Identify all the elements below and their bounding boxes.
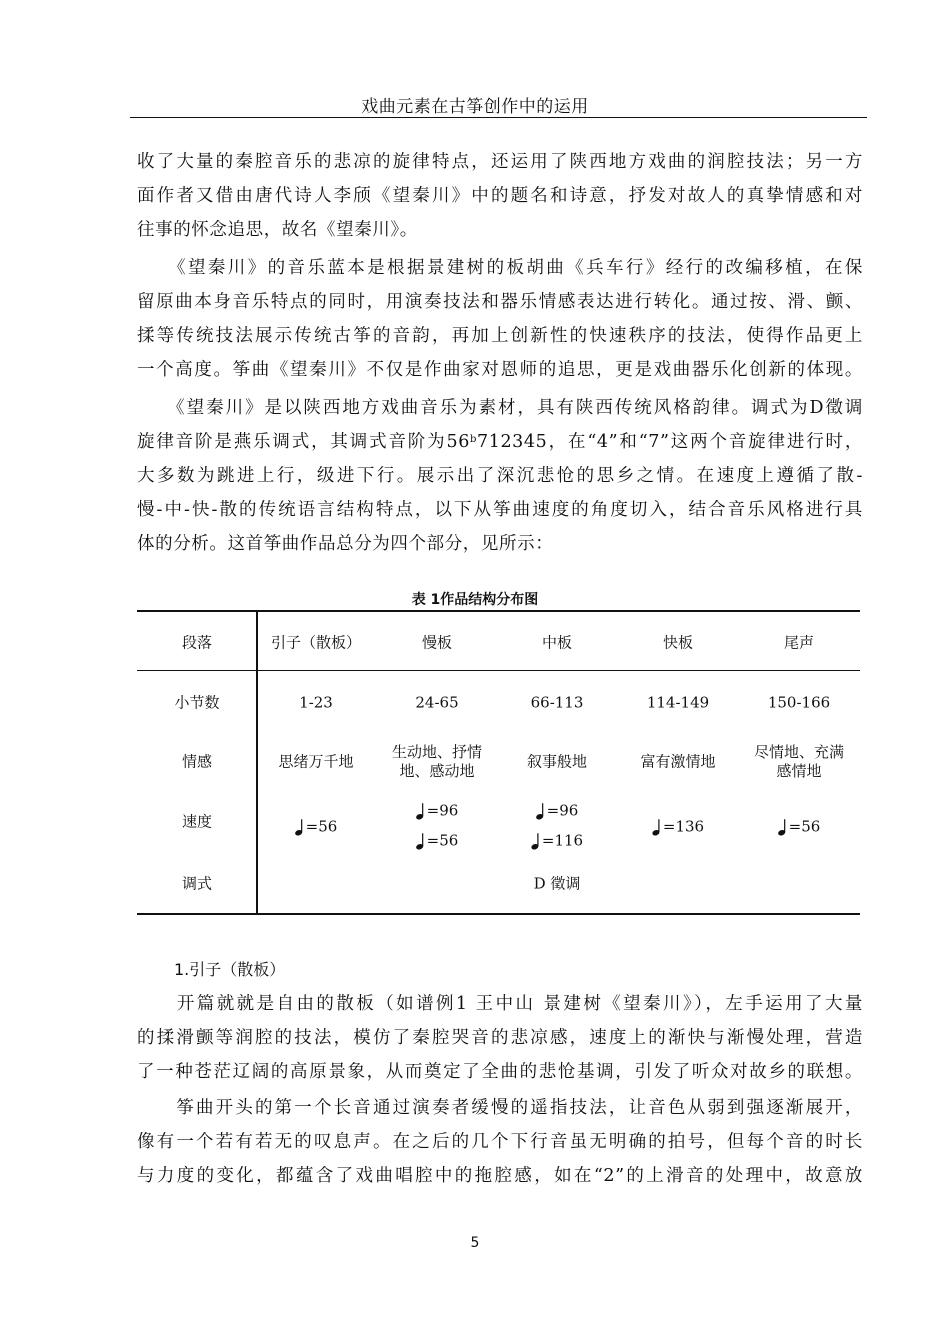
table-header-cell: 段落	[181, 633, 213, 652]
table-cell: 150-166	[767, 693, 831, 712]
table-header-rule	[137, 670, 860, 671]
row-label: 小节数	[174, 693, 220, 712]
text-line: 留原曲本身音乐特点的同时，用演奏技法和器乐情感表达进行转化。通过按、滑、颤、	[137, 292, 863, 312]
text-line	[137, 425, 863, 459]
text-line: 了一种苍茫辽阔的高原景象，从而奠定了全曲的悲怆基调，引发了听众对故乡的联想。	[137, 1062, 863, 1082]
table-cell: 生动地、抒情地、感动地	[391, 743, 482, 780]
table-cell: 1-23	[299, 693, 333, 712]
text-line: 的揉滑颤等润腔的技法，模仿了秦腔哭音的悲凉感，速度上的渐快与渐慢处理，营造	[137, 1028, 863, 1048]
table-cell: 114-149	[646, 693, 710, 712]
table-header-cell: 引子（散板）	[270, 633, 362, 652]
tempo-value: =96	[426, 801, 459, 820]
paragraph-4	[137, 987, 863, 1089]
quarter-note-icon	[778, 818, 787, 836]
page-number: 5	[470, 1235, 480, 1251]
tempo-cell	[531, 831, 583, 855]
text-line: 与力度的变化，都蕴含了戏曲唱腔中的拖腔感，如在“2”的上滑音的处理中，故意放	[137, 1166, 863, 1186]
tempo-value: =56	[426, 831, 459, 850]
flat-superscript: b	[469, 434, 477, 445]
section-title: 1.引子（散板）	[174, 960, 286, 979]
table-cell: 思绪万千地	[278, 752, 354, 771]
table-column-rule	[256, 612, 258, 914]
row-label: 调式	[181, 874, 213, 893]
row-label: 情感	[181, 752, 213, 771]
tempo-value: =136	[662, 817, 705, 836]
text-line: 体的分析。这首筝曲作品总分为四个部分，见所示：	[137, 534, 554, 554]
running-header: 戏曲元素在古筝创作中的运用	[361, 97, 589, 117]
quarter-note-icon	[416, 802, 425, 820]
tempo-value: =56	[788, 817, 821, 836]
paragraph-5	[137, 1091, 863, 1193]
table-cell: 尽情地、充满感情地	[753, 743, 844, 780]
text-line: 大多数为跳进上行，级进下行。展示出了深沉悲怆的思乡之情。在速度上遵循了散-	[137, 466, 863, 486]
tempo-value: =96	[546, 801, 579, 820]
table-cell-spanning: D 徵调	[533, 874, 581, 893]
tempo-cell	[778, 817, 821, 841]
tempo-mark	[536, 801, 579, 820]
paragraph-1	[137, 145, 863, 247]
text-line: 面作者又借由唐代诗人李颀《望秦川》中的题名和诗意，抒发对故人的真挚情感和对	[137, 186, 863, 206]
text-segment: 旋律音阶是燕乐调式，其调式音阶为56	[137, 432, 470, 452]
tempo-mark	[416, 831, 459, 850]
table-header-cell: 尾声	[783, 633, 815, 652]
table-caption: 表 1作品结构分布图	[411, 592, 539, 608]
header-rule	[130, 117, 867, 118]
tempo-cell	[416, 831, 459, 855]
paragraph-2	[137, 251, 863, 387]
text-line: 慢-中-快-散的传统语言结构特点，以下从筝曲速度的角度切入，结合音乐风格进行具	[137, 500, 863, 520]
table-top-rule	[137, 610, 860, 612]
text-line: 《望秦川》是以陕西地方戏曲音乐为素材，具有陕西传统风格韵律。调式为D徵调	[137, 398, 863, 418]
text-line: 像有一个若有若无的叹息声。在之后的几个下行音虽无明确的拍号，但每个音的时长	[137, 1132, 863, 1152]
tempo-cell	[295, 817, 338, 841]
table-cell: 叙事般地	[526, 752, 588, 771]
paragraph-3	[137, 391, 863, 561]
quarter-note-icon	[416, 832, 425, 850]
quarter-note-icon	[536, 802, 545, 820]
tempo-mark	[531, 831, 583, 850]
tempo-mark	[295, 817, 338, 836]
table-cell: 24-65	[415, 693, 459, 712]
table-header-cell: 快板	[662, 633, 694, 652]
text-line: 开篇就就是自由的散板（如谱例1 王中山 景建树《望秦川》），左手运用了大量	[137, 994, 863, 1014]
quarter-note-icon	[652, 818, 661, 836]
text-line: 揉等传统技法展示传统古筝的音韵，再加上创新性的快速秩序的技法，使得作品更上	[137, 326, 863, 346]
tempo-cell	[536, 801, 579, 825]
table-header-cell: 慢板	[421, 633, 453, 652]
tempo-value: =116	[541, 831, 584, 850]
text-line: 收了大量的秦腔音乐的悲凉的旋律特点，还运用了陕西地方戏曲的润腔技法；另一方	[137, 152, 863, 172]
text-line: 《望秦川》的音乐蓝本是根据景建树的板胡曲《兵车行》经行的改编移植，在保	[137, 258, 863, 278]
text-segment: 712345，在“4”和“7”这两个音旋律进行时，	[476, 432, 863, 452]
tempo-mark	[416, 801, 459, 820]
text-line: 筝曲开头的第一个长音通过演奏者缓慢的遥指技法，让音色从弱到强逐渐展开，	[137, 1098, 863, 1118]
tempo-value: =56	[305, 817, 338, 836]
table-cell: 富有激情地	[640, 752, 716, 771]
tempo-cell	[416, 801, 459, 825]
quarter-note-icon	[531, 832, 540, 850]
text-line: 往事的怀念追思，故名《望秦川》。	[137, 220, 418, 240]
tempo-cell	[652, 817, 704, 841]
row-label: 速度	[181, 812, 213, 831]
table-cell: 66-113	[530, 693, 584, 712]
table-bottom-rule	[137, 913, 860, 915]
tempo-mark	[778, 817, 821, 836]
table-header-cell: 中板	[541, 633, 573, 652]
text-line: 一个高度。筝曲《望秦川》不仅是作曲家对恩师的追思，更是戏曲器乐化创新的体现。	[137, 360, 863, 380]
quarter-note-icon	[295, 818, 304, 836]
tempo-mark	[652, 817, 704, 836]
